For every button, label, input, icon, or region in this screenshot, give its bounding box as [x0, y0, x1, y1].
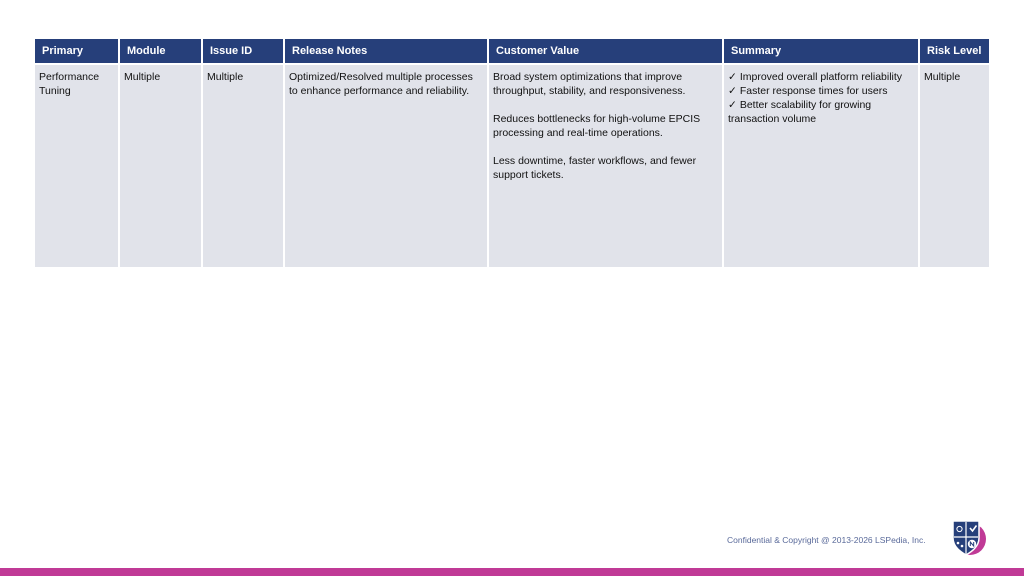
header-module: Module [119, 39, 202, 64]
release-notes-table [35, 39, 989, 267]
summary-item [728, 70, 914, 84]
bottom-accent-bar [0, 568, 1024, 576]
copyright-footer: Confidential & Copyright @ 2013-2026 LSPedia, Inc. [727, 535, 926, 545]
lspedia-shield-logo-icon [948, 518, 988, 558]
cell-customer-value [488, 64, 723, 267]
header-customer-value: Customer Value [488, 39, 723, 64]
cell-issue-id: Multiple [202, 64, 284, 267]
cell-module: Multiple [119, 64, 202, 267]
table-row [35, 64, 989, 267]
cell-primary: Performance Tuning [35, 64, 119, 267]
customer-value-paragraph: Reduces bottlenecks for high-volume EPCIS processing and real-time operations. [493, 113, 701, 139]
summary-item-text: Improved overall platform reliability [739, 71, 903, 83]
customer-value-paragraph: Broad system optimizations that improve throughput, stability, and responsiveness. [493, 71, 686, 97]
customer-value-paragraph: Less downtime, faster workflows, and fewer support tickets. [493, 155, 697, 181]
cell-risk-level: Multiple [919, 64, 989, 267]
cell-summary [723, 64, 919, 267]
header-summary: Summary [723, 39, 919, 64]
checkmark-icon: ✓ [728, 85, 737, 97]
summary-item [728, 84, 914, 98]
checkmark-icon: ✓ [728, 99, 737, 111]
header-primary: Primary [35, 39, 119, 64]
cell-release-notes: Optimized/Resolved multiple processes to enhance performance and reliability. [284, 64, 488, 267]
summary-item [728, 98, 914, 126]
summary-item-text: Better scalability for growing transaction volume [728, 99, 872, 125]
header-issue-id: Issue ID [202, 39, 284, 64]
checkmark-icon: ✓ [728, 71, 737, 83]
summary-item-text: Faster response times for users [739, 85, 888, 97]
header-risk-level: Risk Level [919, 39, 989, 64]
header-release-notes: Release Notes [284, 39, 488, 64]
table-header-row [35, 39, 989, 64]
